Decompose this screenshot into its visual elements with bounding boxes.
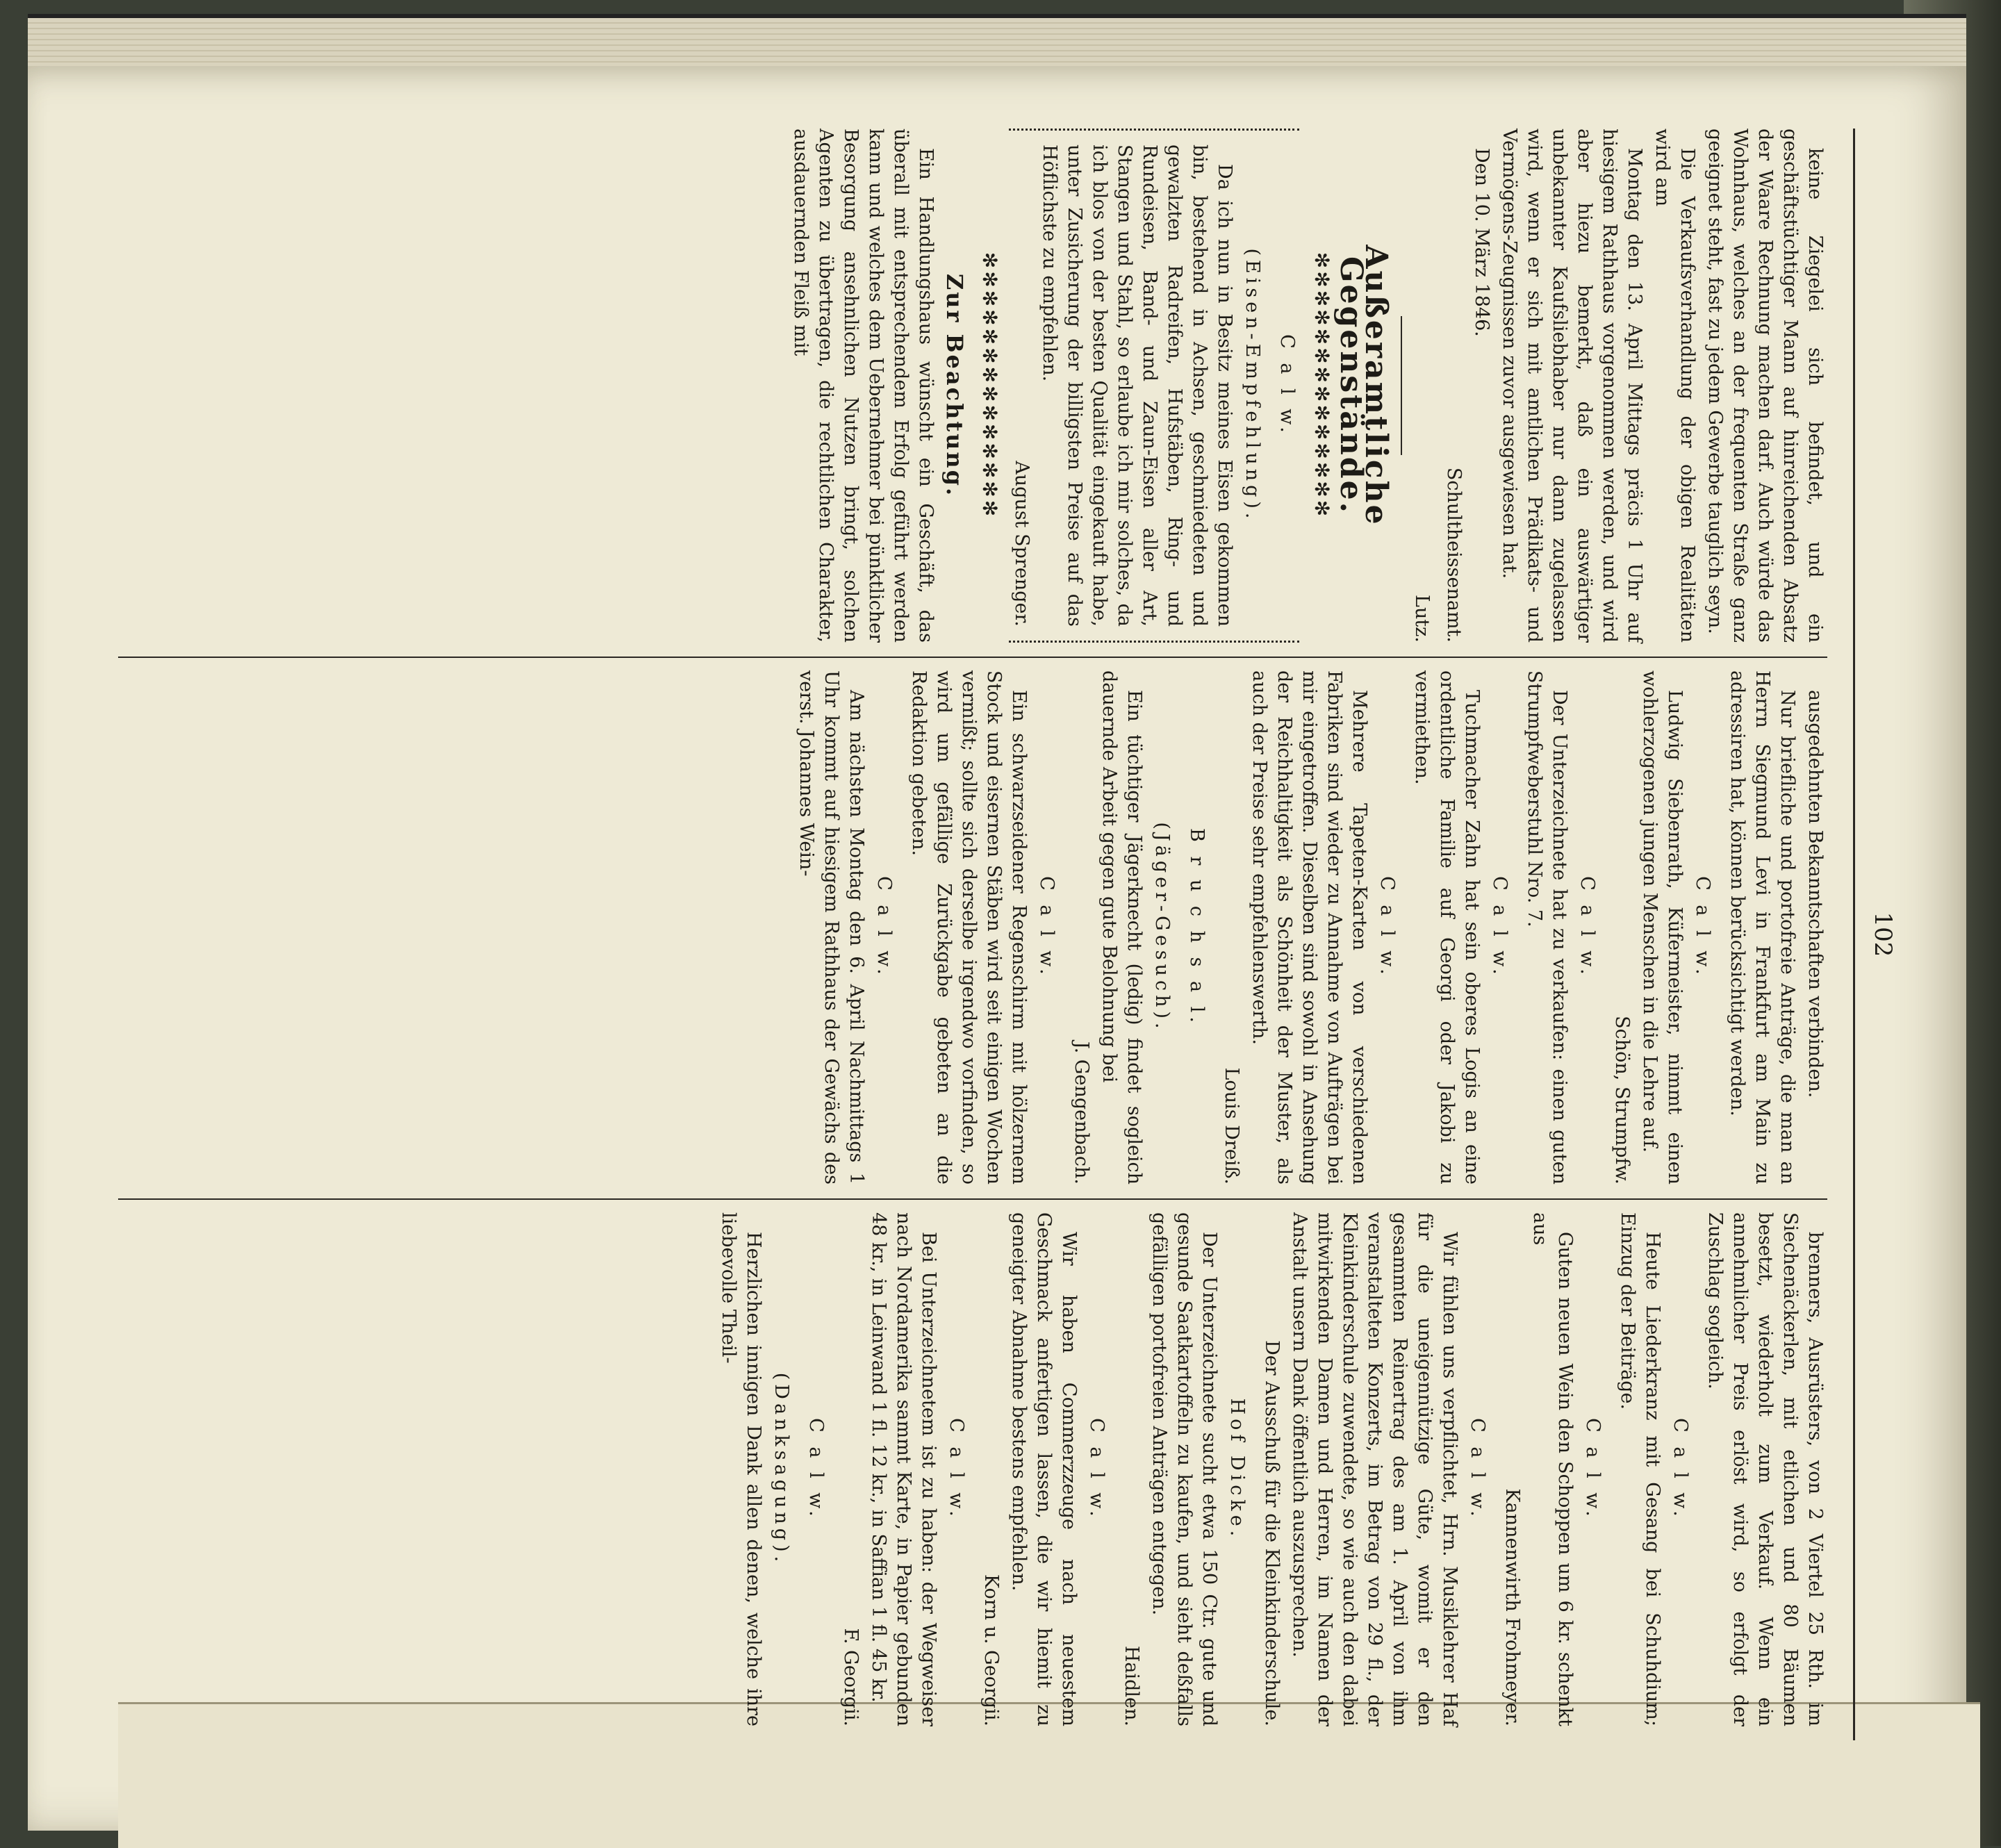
paragraph: Der Unterzeichnete sucht etwa 150 Ctr. gute und gesunde Saatkartoffeln zu kaufen, und sieht deßfalls gefälligen portofreien Anträgen entgegen. <box>1148 1212 1220 1726</box>
column-2 <box>791 670 1827 1185</box>
paragraph: Die Verkaufsverhandlung der obigen Realitäten wird am <box>1652 129 1698 643</box>
place-heading: C a l w. <box>946 1418 967 1521</box>
ad-subtitle: (Jäger-Gesuch). <box>1151 822 1173 1033</box>
ad-subtitle: (Danksagung). <box>771 1372 792 1567</box>
paragraph: Herzlichen innigen Dank allen denen, welche ihre liebevolle Theil- <box>718 1212 764 1726</box>
paragraph: Tuchmacher Zahn hat sein oberes Logis an eine ordentliche Familie auf Georgi oder Jakobi zu vermiethen. <box>1411 670 1483 1185</box>
star-border: ✻✻✻✻✻✻✻✻✻✻✻✻✻✻ <box>978 251 1001 520</box>
place-heading: C a l w. <box>805 1418 827 1521</box>
star-border: ✻✻✻✻✻✻✻✻✻✻✻✻✻✻ <box>1310 251 1333 520</box>
paragraph: Mehrere Tapeten-Karten von verschiedenen Fabriken sind wieder zu Annahme von Aufträgen bei mir eingetroffen. Dieselben sind sowohl in Ansehung der Reichhaltigkeit als Schönheit der Muster, als auch der Preise sehr empfehlenswerth. <box>1249 670 1370 1185</box>
place-heading: C a l w. <box>1489 876 1510 979</box>
paragraph: Montag den 13. April Mittags präcis 1 Uhr auf hiesigem Rathhaus vorgenommen werden, und wird aber hiezu bemerkt, daß ein auswärtiger unbekannter Kaufsliebhaber nur dann zugelassen wird, wenn er sich mit amtlichen Prädikats- und Vermögens-Zeugnissen zuvor ausgewiesen hat. <box>1499 129 1645 643</box>
place-heading: B r u c h s a l. <box>1186 828 1208 1027</box>
place-heading: C a l w. <box>1670 1418 1691 1521</box>
paragraph: Ludwig Siebenrath, Küfermeister, nimmt einen wohlerzogenen jungen Menschen in die Lehre auf. <box>1639 670 1686 1185</box>
signature: Kannenwirth Frohmeyer. <box>1501 1488 1523 1726</box>
place-heading: C a l w. <box>1036 876 1057 979</box>
place-heading: C a l w. <box>1692 876 1713 979</box>
signature: Der Ausschuß für die Kleinkinderschule. <box>1261 1340 1283 1726</box>
signature: F. Georgii. <box>840 1628 862 1726</box>
date-line: Den 10. März 1846. <box>1471 148 1492 337</box>
signature: Schön, Strumpfw. <box>1611 1016 1633 1185</box>
separator-rule <box>1401 316 1402 455</box>
signature: Korn u. Georgii. <box>980 1574 1002 1726</box>
paragraph: Nur briefliche und portofreie Anträge, die man an Herrn Siegmund Levi in Frankfurt am Main zu adressiren hat, können berücksichtigt werden. <box>1727 670 1798 1185</box>
place-heading: C a l w. <box>1376 876 1398 979</box>
paragraph: ausgedehnten Bekanntschaften verbinden. <box>1804 690 1826 1098</box>
ad-subtitle: (Eisen-Empfehlung). <box>1242 248 1263 523</box>
place-heading: C a l w. <box>1276 334 1298 437</box>
paragraph: Der Unterzeichnete hat zu verkaufen: einen guten Strumpfweberstuhl Nro. 7. <box>1524 670 1570 1185</box>
paragraph: Ein schwarzseidener Regenschirm mit hölzernem Stock und eisernen Stäben wird seit einigen Wochen vermißt; sollte sich derselbe irgendwo vorfinden, so wird um gefällige Zurückgabe gebeten an die Redaktion gebeten. <box>908 670 1030 1185</box>
paragraph: Guten neuen Wein den Schoppen um 6 kr. schenkt aus <box>1529 1212 1576 1726</box>
paragraph: Ein tüchtiger Jägerknecht (ledig) findet sogleich dauernde Arbeit gegen gute Belohnung bei <box>1098 670 1145 1185</box>
signature: Louis Dreiß. <box>1221 1067 1242 1185</box>
header-rule <box>1853 129 1855 1740</box>
section-heading: Außeramtliche Gegenstände. <box>1333 245 1394 527</box>
column-divider <box>118 1198 1827 1200</box>
column-3 <box>713 1212 1827 1726</box>
column-divider <box>118 657 1827 658</box>
place-heading: Hof Dicke. <box>1226 1398 1248 1541</box>
place-heading: C a l w. <box>1576 876 1598 979</box>
place-heading: C a l w. <box>1086 1418 1107 1521</box>
signature: August Sprenger. <box>1011 461 1032 627</box>
paragraph: Wir fühlen uns verpflichtet, Hrn. Musiklehrer Haf für die uneigennützige Güte, womit er den gesammten Reinertrag des am 1. April von ihm veranstalteten Konzerts, im Betrag von 29 fl., der Kleinkinderschule zuwendete, so wie auch den dabei mitwirkenden Damen und Herren, im Namen der Anstalt unsern Dank öffentlich auszusprechen. <box>1289 1212 1460 1726</box>
paragraph: Bei Unterzeichnetem ist zu haben: der Wegweiser nach Nordamerika sammt Karte, in Papier gebunden 48 kr., in Leinwand 1 fl. 12 kr., in Saffian 1 fl. 45 kr. <box>868 1212 939 1726</box>
paragraph: Heute Liederkranz mit Gesang bei Schuhdium; Einzug der Beiträge. <box>1617 1212 1663 1726</box>
column-1 <box>785 129 1827 643</box>
paragraph: Wir haben Commerzzeuge nach neuestem Geschmack anfertigen lassen, die wir hiemit zu geneigter Abnahme bestens empfehlen. <box>1008 1212 1080 1726</box>
office-line: Schultheissenamt. <box>1443 467 1465 643</box>
signature: Haidlen. <box>1121 1645 1142 1726</box>
paragraph: Ein Handlungshaus wünscht ein Geschäft, das überall mit entsprechendem Erfolg geführt werden kann und welches dem Uebernehmer bei pünktlicher Besorgung ansehnlichen Nutzen bringt, solchen Agenten zu übertragen, die rechtlichen Charakter, ausdauernden Fleiß mit <box>790 129 937 643</box>
paragraph: keine Ziegelei sich befindet, und ein geschäftstüchtiger Mann auf hinreichenden Absatz der Waare Rechnung machen darf. Auch würde das Wohnhaus, welches an der frequenten Straße ganz geeignet steht, fast zu jedem Gewerbe tauglich seyn. <box>1704 129 1826 643</box>
paragraph: brenners, Ausrüsters, von 2 Viertel 25 Rth. im Siechenäckerlen, mit etlichen und 80 Bäumen besetzt, wiederholt zum Verkauf. Wenn ein annehmlicher Preis erlöst wird, so erfolgt der Zuschlag sogleich. <box>1704 1212 1826 1726</box>
place-heading: C a l w. <box>873 876 895 979</box>
section-heading: Zur Beachtung. <box>941 273 968 498</box>
signature: J. Gengenbach. <box>1071 1041 1092 1185</box>
rotated-newspaper-page <box>97 101 1904 1768</box>
paragraph: Am nächsten Montag den 6. April Nachmittags 1 Uhr kommt auf hiesigem Rathhaus der Gewächs des verst. Johannes Wein- <box>796 670 867 1185</box>
paragraph: Da ich nun in Besitz meines Eisen gekommen bin, bestehend in Achsen, geschmiedeten und gewalzten Radreifen, Hufstäben, Ring- und Rundeisen, Band- und Zaun-Eisen aller Art, Stangen und Stahl, so erlaube ich mir solches, da ich blos von der besten Qualität eingekauft habe, unter Zusicherung der billigsten Preise auf das Höflichste zu empfehlen. <box>1039 145 1235 627</box>
signature: Lutz. <box>1411 595 1433 643</box>
page-number: 102 <box>1869 911 1897 957</box>
place-heading: C a l w. <box>1582 1418 1604 1521</box>
place-heading: C a l w. <box>1467 1418 1488 1521</box>
framed-advertisement <box>1009 129 1299 643</box>
